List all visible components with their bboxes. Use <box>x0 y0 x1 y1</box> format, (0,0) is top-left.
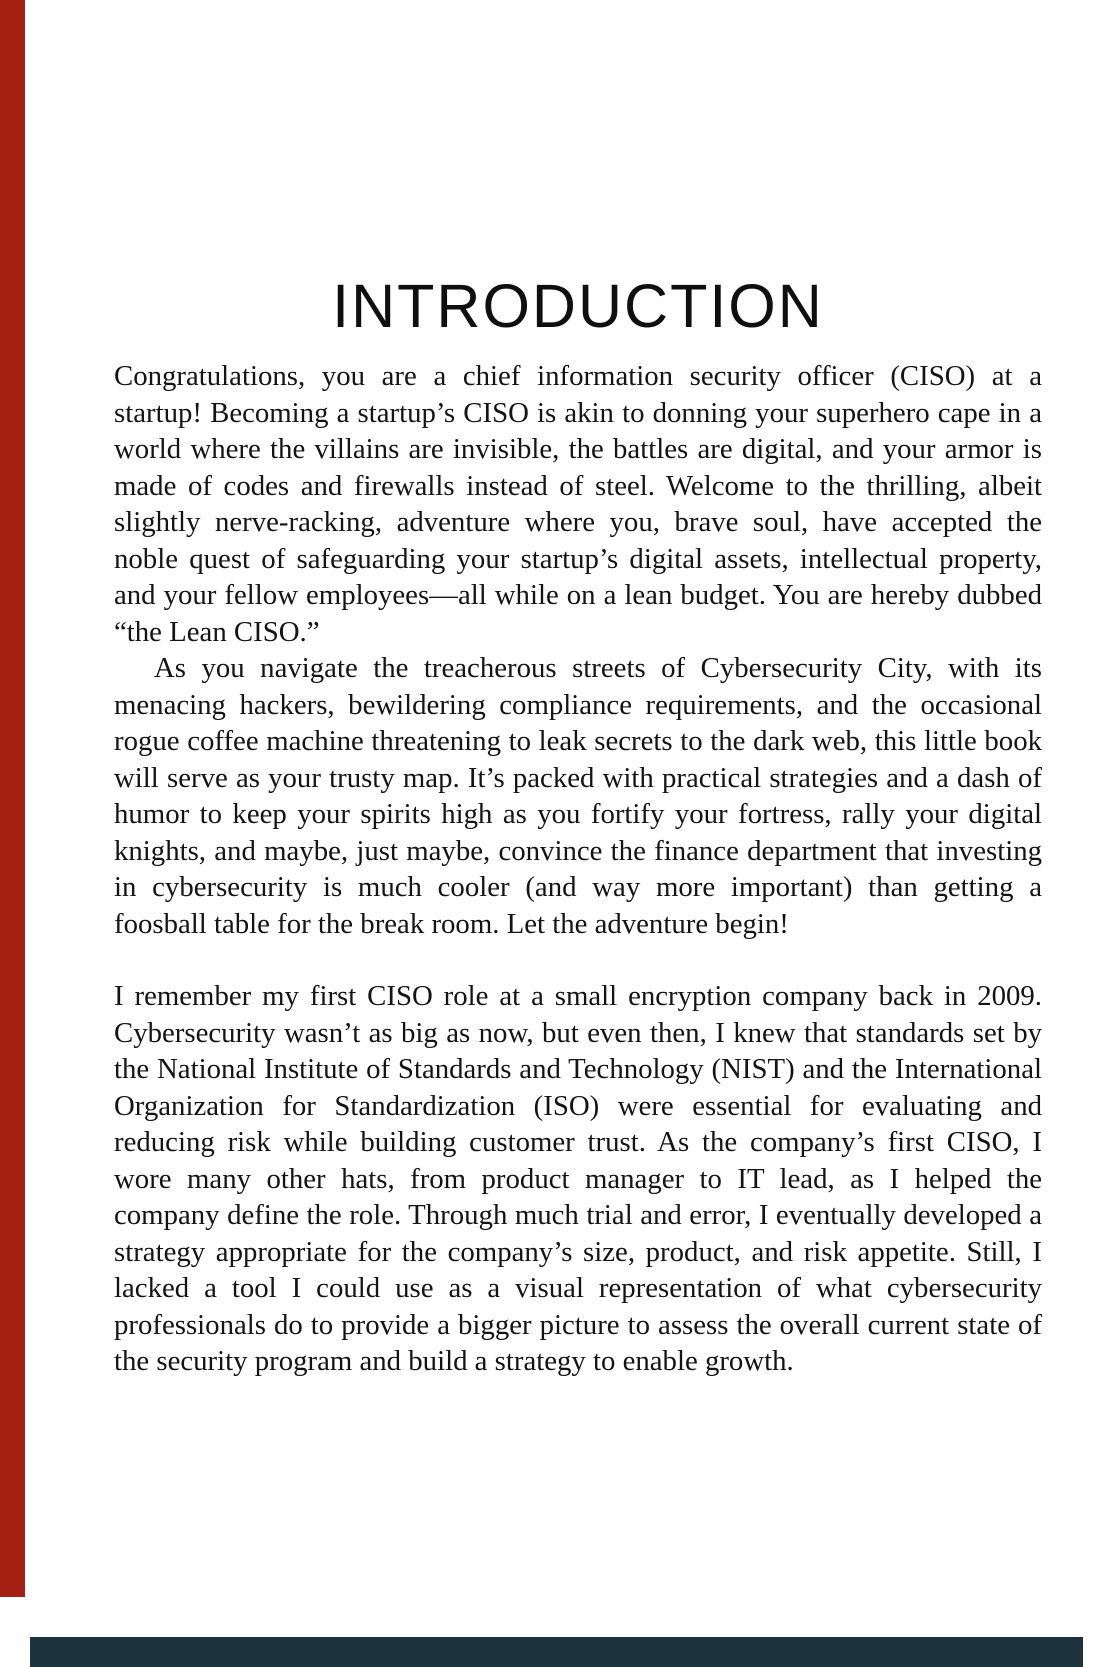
book-spine-edge <box>0 0 25 1597</box>
book-bottom-edge <box>30 1637 1083 1667</box>
paragraph-3: I remember my first CISO role at a small encryption company back in 2009. Cybersecurity wasn’t as big as now, but even then, I knew that standards set by the National Institute of Standards and Technology (NIST) and the International Organization for Standardization (ISO) were essential for evaluating and reducing risk while building customer trust. As the company’s first CISO, I wore many other hats, from product manager to IT lead, as I helped the company define the role. Through much trial and error, I eventually developed a strategy appropriate for the company’s size, product, and risk appetite. Still, I lacked a tool I could use as a visual representation of what cybersecurity professionals do to provide a bigger picture to assess the overall current state of the security program and build a strategy to enable growth. <box>114 980 1042 1377</box>
page-body <box>114 358 1042 1380</box>
paragraph-2: As you navigate the treacherous streets of Cybersecurity City, with its menacing hackers, bewildering compliance requirements, and the occasional rogue coffee machine threatening to leak secrets to the dark web, this little book will serve as your trusty map. It’s packed with practical strategies and a dash of humor to keep your spirits high as you fortify your fortress, rally your digital knights, and maybe, just maybe, convince the finance department that investing in cybersecurity is much cooler (and way more important) than getting a foosball table for the break room. Let the adventure begin! <box>114 652 1042 940</box>
page-title: INTRODUCTION <box>332 271 824 340</box>
paragraph-1: Congratulations, you are a chief information security officer (CISO) at a startup! Becoming a startup’s CISO is akin to donning your superhero cape in a world where the villains are invisible, the battles are digital, and your armor is made of codes and firewalls instead of steel. Welcome to the thrilling, albeit slightly nerve-racking, adventure where you, brave soul, have accepted the noble quest of safeguarding your startup’s digital assets, intellectual property, and your fellow employees—all while on a lean budget. You are hereby dubbed “the Lean CISO.” <box>114 360 1042 648</box>
